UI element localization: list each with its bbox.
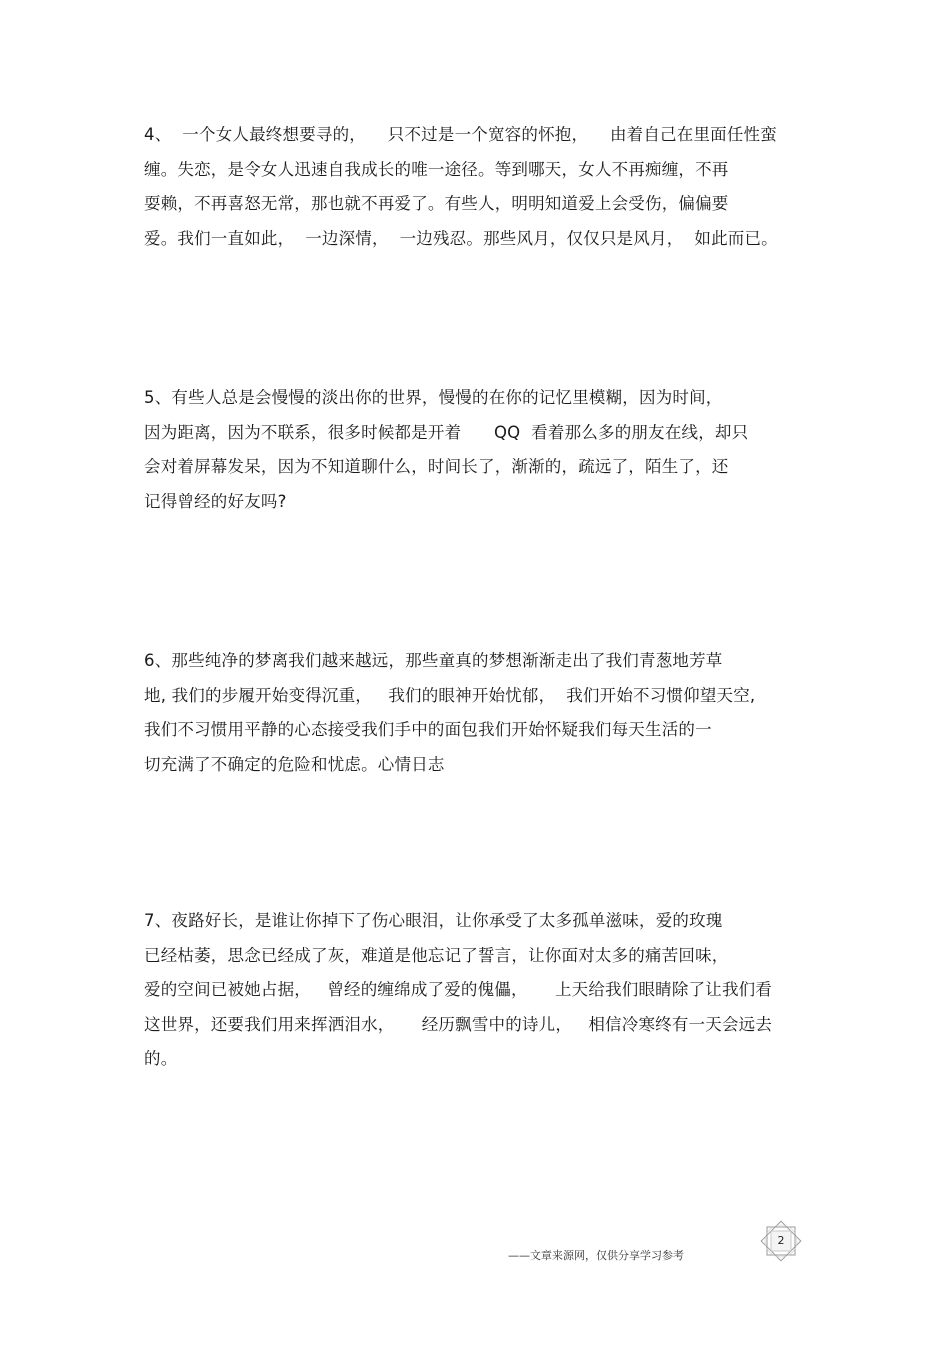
- paragraph-line: 这世界，还要我们用来挥洒泪水， 经历飘雪中的诗儿， 相信冷寒终有一天会远去: [144, 1014, 773, 1034]
- paragraph-line: 4、 一个女人最终想要寻的， 只不过是一个宽容的怀抱， 由着自己在里面任性蛮: [144, 125, 777, 144]
- paragraph-line: 5、有些人总是会慢慢的淡出你的世界，慢慢的在你的记忆里模糊，因为时间，: [144, 388, 723, 407]
- paragraph-line: 因为距离，因为不联系，很多时候都是开着 QQ 看着那么多的朋友在线，却只: [144, 422, 749, 442]
- paragraph-line: 地, 我们的步履开始变得沉重， 我们的眼神开始忧郁， 我们开始不习惯仰望天空,: [144, 685, 756, 705]
- paragraph-line: 切充满了不确定的危险和忧虑。心情日志: [144, 754, 445, 774]
- paragraph-line: 耍赖，不再喜怒无常，那也就不再爱了。有些人，明明知道爱上会受伤，偏偏要: [144, 194, 729, 213]
- paragraph-line: 已经枯萎，思念已经成了灰，难道是他忘记了誓言，让你面对太多的痛苦回味，: [144, 945, 729, 965]
- paragraph-line: 爱。我们一直如此， 一边深情， 一边残忍。那些风月，仅仅只是风月， 如此而已。: [144, 228, 778, 248]
- footer-source-note: ——文章来源网，仅供分享学习参考: [508, 1249, 684, 1262]
- paragraph-line: 缠。失恋，是令女人迅速自我成长的唯一途径。等到哪天，女人不再痴缠，不再: [144, 159, 729, 179]
- paragraph-6: [144, 644, 804, 782]
- paragraph-7: [144, 904, 804, 1077]
- page-number-badge: [758, 1220, 804, 1262]
- paragraph-4: [144, 118, 804, 256]
- paragraph-line: 6、那些纯净的梦离我们越来越远，那些童真的梦想渐渐走出了我们青葱地芳草: [144, 651, 723, 670]
- paragraph-line: 会对着屏幕发呆，因为不知道聊什么，时间长了，渐渐的，疏远了，陌生了，还: [144, 457, 729, 476]
- paragraph-line: 的。: [144, 1049, 178, 1068]
- paragraph-5: [144, 381, 804, 519]
- paragraph-line: 爱的空间已被她占据， 曾经的缠绵成了爱的傀儡， 上天给我们眼睛除了让我们看: [144, 980, 773, 999]
- paragraph-line: 我们不习惯用平静的心态接受我们手中的面包我们开始怀疑我们每天生活的一: [144, 720, 712, 739]
- page-number: 2: [777, 1234, 785, 1247]
- paragraph-line: 7、夜路好长，是谁让你掉下了伤心眼泪，让你承受了太多孤单滋味，爱的玫瑰: [144, 911, 723, 930]
- paragraph-line: 记得曾经的好友吗?: [144, 491, 287, 511]
